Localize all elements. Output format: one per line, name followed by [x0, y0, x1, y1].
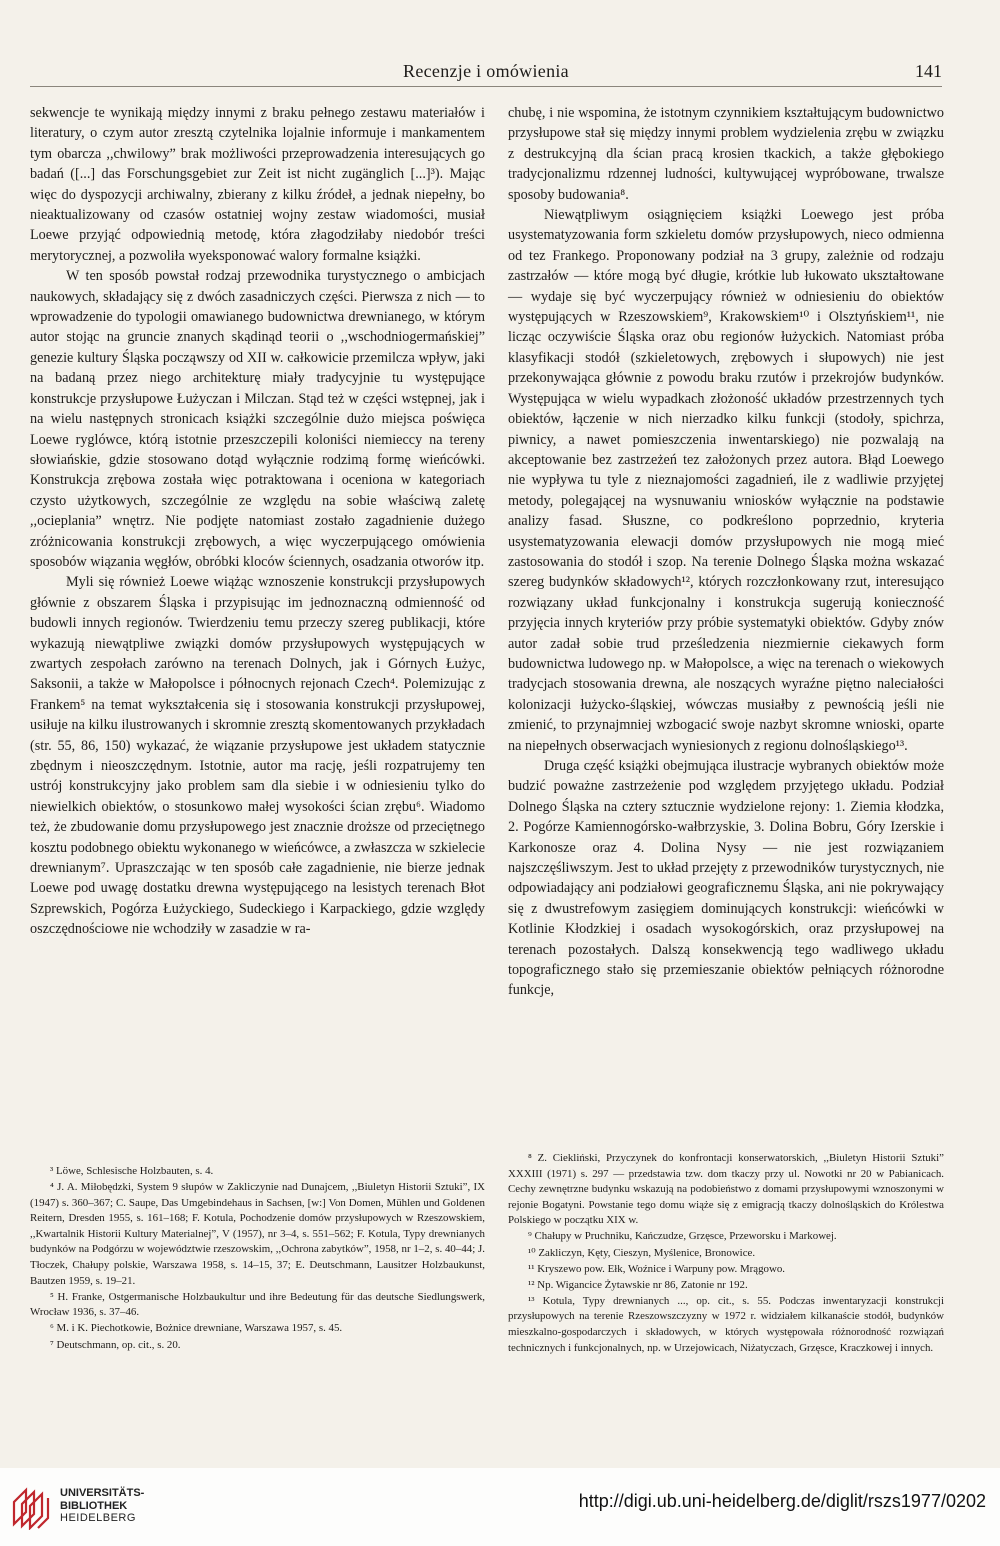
- paragraph: sekwencje te wynikają między innymi z braku pełnego zestawu materiałów i literatury, o czym autor zresztą czytelnika lojalnie informuje i mankamentem tym obarcza ,,chwilowy” brak możliwości przeprowadzenia interesujących go badań ([...] das Forschungsgebiet zur Zeit ist nicht zugänglich [...]³). Mając więc do dyspozycji archiwalny, zbierany z kilku źródeł, a jednak niepełny, bo nieaktualizowany od czasów ostatniej wojny zestaw wiadomości, musiał Loewe przyjąć odpowiednią metodę, która złagodziłaby niedobór treści merytorycznej, a pozwoliła wyeksponować walory formalne książki.: [30, 105, 485, 264]
- right-text-column: [508, 103, 944, 1001]
- footnote: ¹¹ Kryszewo pow. Ełk, Woźnice i Warpuny pow. Mrągowo.: [528, 1262, 786, 1275]
- footnotes-left: [30, 1164, 485, 1354]
- running-header: [30, 58, 942, 87]
- paragraph: W ten sposób powstał rodzaj przewodnika turystycznego o ambicjach naukowych, składający się z dwóch zasadniczych części. Pierwsza z nich — to wprowadzenie do typologii omawianego budownictwa drewnianego, w którym autor stojąc na gruncie znanych skądinąd teorii o ,,wschodniogermańskiej” genezie kultury Śląska począwszy od XII w. całkowicie przemilcza wpływ, jaki na badaną przez niego architekturę miały tradycyjnie tu występujące konstrukcje przysłupowe Łużyczan i Milczan. Stąd też w części wstępnej, jak i na wielu następnych stronicach książki szczególnie dużo miejsca poświęca Loewe ryglówce, którą istotnie przeszczepili koloniści niemieccy na tereny słowiańskie, gdzie stosowano dotąd wyłącznie rodzimą formę wieńcówki. Konstrukcja zrębowa została więc potraktowana i oceniona w kategoriach czysto użytkowych, szczególnie ze względu na sobie właściwą zaletę ,,ocieplania” wnętrz. Nie podjęte natomiast zostało zagadnienie dużego zróżnicowania konstrukcji zrębowych, a więc wyczerpującego omówienia sposobów wiązania węgłów, obróbki kloców ściennych, osadzania otworów itp.: [30, 268, 485, 570]
- footnotes-right: [508, 1151, 944, 1357]
- footnote: ⁷ Deutschmann, op. cit., s. 20.: [50, 1338, 181, 1351]
- footnote: ³ Löwe, Schlesische Holzbauten, s. 4.: [50, 1165, 214, 1177]
- footnote: ¹⁰ Zakliczyn, Kęty, Cieszyn, Myślenice, Bronowice.: [528, 1246, 756, 1259]
- running-title: Recenzje i omówienia: [403, 61, 569, 81]
- footnote: ⁵ H. Franke, Ostgermanische Holzbaukultur und ihre Bedeutung für das deutsche Siedlungswerk, Wrocław 1936, s. 37–46.: [30, 1290, 485, 1319]
- library-logo-icon: [10, 1484, 52, 1530]
- footnote: ⁹ Chałupy w Pruchniku, Kańczudze, Grzęsce, Przeworsku i Markowej.: [528, 1230, 837, 1243]
- paragraph: Niewątpliwym osiągnięciem książki Loewego jest próba usystematyzowania form szkieletu domów przysłupowych, nieco odmienna od tez Frankego. Proponowany podział na 3 grupy, zależnie od rodzaju zastrzałów — które mogą być długie, krótkie lub łukowato ukształtowane — wydaje się być wyczerpujący również w odniesieniu do obiektów występujących w Rzeszowskiem⁹, Krakowskiem¹⁰ i Olsztyńskiem¹¹, nie licząc oczywiście Śląska oraz obu regionów łużyckich. Natomiast próba klasyfikacji stodół (szkieletowych, zrębowych i słupowych) nie jest przekonywająca głównie z powodu braku rzutów i przekrojów budynków. Występująca w wielu wypadkach złożoność układów przestrzennych tych obiektów, łączenie w nich nierzadko kilku funkcji (stodoły, spichrza, piwnicy, a nawet pomieszczenia inwentarskiego) nie pozwalają na akceptowanie bez zastrzeżeń tez założonych przez autora. Błąd Loewego nie wypływa tu tyle z nieznajomości zagadnień, ile z wadliwie przyjętej metody, polegającej na wysnuwaniu wniosków wyłącznie na podstawie analizy fasad. Słuszne, co podkreślono poprzednio, kryteria usystematyzowania elewacji domów przysłupowych nie mogą mieć zastosowania do stodół i szop. Na terenie Dolnego Śląska można wskazać szereg budynków składowych¹², których rozczłonkowany rzut, interesująco rozwiązany układ funkcjonalny i konstrukcja sugerują konieczność przyjęcia innych kryteriów przy próbie systematyki obiektów. Gdyby znów autor zadał sobie trud prześledzenia niezmiernie ciekawych form budownictwa ludowego np. w Małopolsce, a więc na terenach o wiekowych tradycjach stosowania drewna, ale noszących wyraźne piętno naleciałości kolonizacji łużycko-śląskiej, wówczas musiałby z pewnością jeśli nie zmienić, to przynajmniej wzbogacić swoje nazbyt skromne wnioski, oparte na niepełnych obserwacjach wyniesionych z regionu dolnośląskiego¹³.: [508, 207, 944, 754]
- footnote: ¹² Np. Wigancice Żytawskie nr 86, Zatonie nr 192.: [528, 1278, 748, 1291]
- page-number: 141: [915, 61, 942, 81]
- source-url[interactable]: http://digi.ub.uni-heidelberg.de/diglit/rszs1977/0202: [578, 1491, 986, 1511]
- footnote: ⁶ M. i K. Piechotkowie, Bożnice drewniane, Warszawa 1957, s. 45.: [50, 1322, 343, 1335]
- footnote: ¹³ Kotula, Typy drewnianych ..., op. cit., s. 55. Podczas inwentaryzacji konstrukcji przysłupowych na terenie Rzeszowszczyzny w 1972 r. widziałem kilkanaście stodół, budynków mieszkalno-gospodarczych i składowych, w których występowała różnorodność rozwiązań technicznych i funkcjonalnych, np. w Urzejowicach, Niżatyczach, Grzęsce, Kraczkowej i innych.: [508, 1294, 944, 1354]
- paragraph: chubę, i nie wspomina, że istotnym czynnikiem kształtującym budownictwo przysłupowe stał się między innymi problem wydzielenia zrębu w związku z destrukcyjną dla ścian pracą krosien tkackich, a także głębokiego tradycjonalizmu rdzennej ludności, kultywującej wypróbowane, trwalsze sposoby budowania⁸.: [508, 105, 944, 203]
- library-name: UNIVERSITÄTS- BIBLIOTHEK HEIDELBERG: [60, 1487, 145, 1524]
- paragraph: Druga część książki obejmująca ilustracje wybranych obiektów może budzić poważne zastrzeżenie pod względem przyjętego układu. Podział Dolnego Śląska na cztery sztucznie wydzielone rejony: 1. Ziemia kłodzka, 2. Pogórze Kamiennogórsko-wałbrzyskie, 3. Dolina Bobru, Góry Izerskie i Karkonosze oraz 4. Dolina Nysy — nie jest rozwiązaniem najszczęśliwszym. Jest to układ przejęty z przewodników turystycznych, nie odpowiadający ani podziałowi geograficznemu Śląska, ani nie pokrywający się z dwustrefowym zasięgiem dominujących konstrukcji: wieńcówki w Kotlinie Kłodzkiej i osadach wysokogórskich, oraz przysłupowej na terenach pozostałych. Dalszą konsekwencją tego wadliwego układu topograficznego stało się przemieszanie obiektów pełniących różnorodne funkcje,: [508, 758, 944, 999]
- footnote: ⁸ Z. Ciekliński, Przyczynek do konfrontacji konserwatorskich, ,,Biuletyn Historii Sztuki” XXXIII (1971) s. 297 — przedstawia tzw. dom tkaczy przy ul. Nowotki nr 20 w Pabianicach. Cechy zewnętrzne budynku wskazują na podobieństwo z domami przysłupowymi wznoszonymi w rejonie Bogatyni. Powstanie tego domu wiąże się z emigracją tkaczy dolnośląskich do Królestwa Polskiego w początku XIX w.: [508, 1152, 944, 1227]
- paragraph: Myli się również Loewe wiążąc wznoszenie konstrukcji przysłupowych głównie z obszarem Śląska i przypisując im jednoznaczną odmienność od budowli innych regionów. Twierdzeniu temu przeczy szereg publikacji, które wykazują niewątpliwe związki domów przysłupowych występujących w zwartych zespołach zarówno na terenach Dolnych, jak i Górnych Łużyc, Saksonii, a także w Małopolsce i północnych rejonach Czech⁴. Polemizując z Frankem⁵ na temat wykształcenia się i stosowania konstrukcji przysłupowej, usiłuje na kilku ilustrowanych i skromnie zresztą skomentowanych przykładach (str. 55, 86, 150) wykazać, że wiązanie przysłupowe jest układem statycznie zbędnym i nieoszczędnym. Istotnie, autor ma rację, jeśli rozpatrujemy ten ustrój konstrukcyjny jako problem sam dla siebie i w odniesieniu tylko do niewielkich obiektów, o stosunkowo małej wysokości ścian zrębu⁶. Wiadomo też, że zbudowanie domu przysłupowego jest znacznie droższe od przeciętnego kosztu podobnego obiektu wykonanego w wieńcówce, a zwłaszcza w szkielecie drewnianym⁷. Upraszczając w ten sposób całe zagadnienie, nie bierze jednak Loewe pod uwagę dostatku drewna występującego na lesistych terenach Błot Szprewskich, Pogórza Łużyckiego, Sudeckiego i Karpackiego, gdzie względy oszczędnościowe nie wchodziły w zasadzie w ra-: [30, 574, 485, 938]
- library-footer: [0, 1468, 1000, 1546]
- left-text-column: [30, 103, 485, 940]
- footnote: ⁴ J. A. Miłobędzki, System 9 słupów w Zakliczynie nad Dunajcem, ,,Biuletyn Historii Sztuki”, IX (1947) s. 360–367; C. Saupe, Das Umgebindehaus in Sachsen, [w:] Von Domen, Mühlen und Goldenen Reitern, Dresden 1955, s. 161–168; F. Kotula, Pochodzenie domów przysłupowych w Rzeszowskiem, ,,Kwartalnik Historii Kultury Materialnej”, V (1957), nr 3–4, s. 551–562; F. Kotula, Typy drewnianych budynków na Podgórzu w województwie rzeszowskim, ,,Ochrona zabytków”, 1958, nr 1–2, s. 40–44; J. Tłoczek, Chałupy polskie, Warszawa 1958, s. 14–15, 37; E. Deutschmann, Lausitzer Holzbaukunst, Bautzen 1959, s. 19–21.: [30, 1181, 485, 1287]
